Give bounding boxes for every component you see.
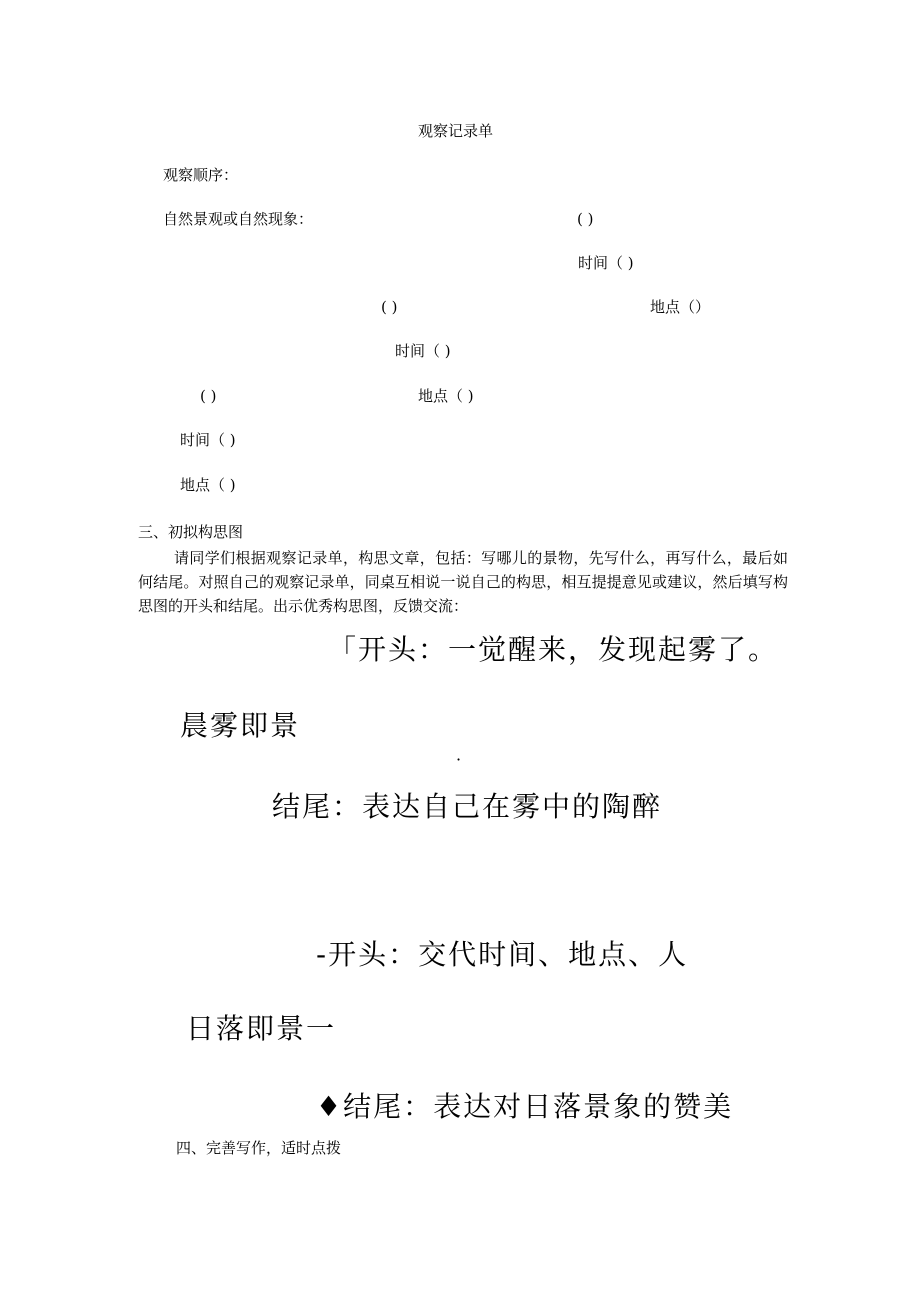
observation-order-label: 观察顺序： (163, 166, 239, 184)
section-4-heading: 四、完善写作，适时点拨 (176, 1139, 342, 1157)
section-3-paragraph: 请同学们根据观察记录单，构思文章，包括：写哪儿的景物，先写什么，再写什么，最后如何结尾。对照自己的观察记录单，同桌互相说一说自己的构思，相互提提意见或建议，然后填写构思图的开头和结尾。出示优秀构思图，反馈交流： (138, 549, 788, 615)
dot-mark: · (456, 750, 462, 769)
section-3-heading: 三、初拟构思图 (138, 523, 244, 541)
fog-opening: 「开头：一觉醒来，发现起雾了。 (328, 633, 779, 666)
bracket-field-3: ( ) (200, 387, 217, 405)
sunset-ending: ♦结尾：表达对日落景象的赞美 (316, 1090, 734, 1123)
scene-bracket: ( ) (577, 210, 594, 228)
sunset-opening: -开头：交代时间、地点、人 (316, 938, 689, 971)
time-field-3: 时间（ ) (180, 431, 236, 449)
place-field-3: 地点（ ) (180, 476, 236, 494)
place-field-2: 地点（ ) (418, 387, 474, 405)
fog-topic: 晨雾即景 (180, 709, 301, 742)
scene-label: 自然景观或自然现象： (163, 210, 314, 228)
place-field-1: 地点（） (650, 298, 711, 316)
fog-ending: 结尾：表达自己在雾中的陶醉 (272, 790, 663, 823)
record-sheet-title: 观察记录单 (418, 122, 494, 140)
time-field-1: 时间（ ) (578, 254, 634, 272)
bracket-field-2: ( ) (381, 298, 398, 316)
sunset-topic: 日落即景一 (186, 1012, 337, 1045)
time-field-2: 时间（ ) (395, 342, 451, 360)
